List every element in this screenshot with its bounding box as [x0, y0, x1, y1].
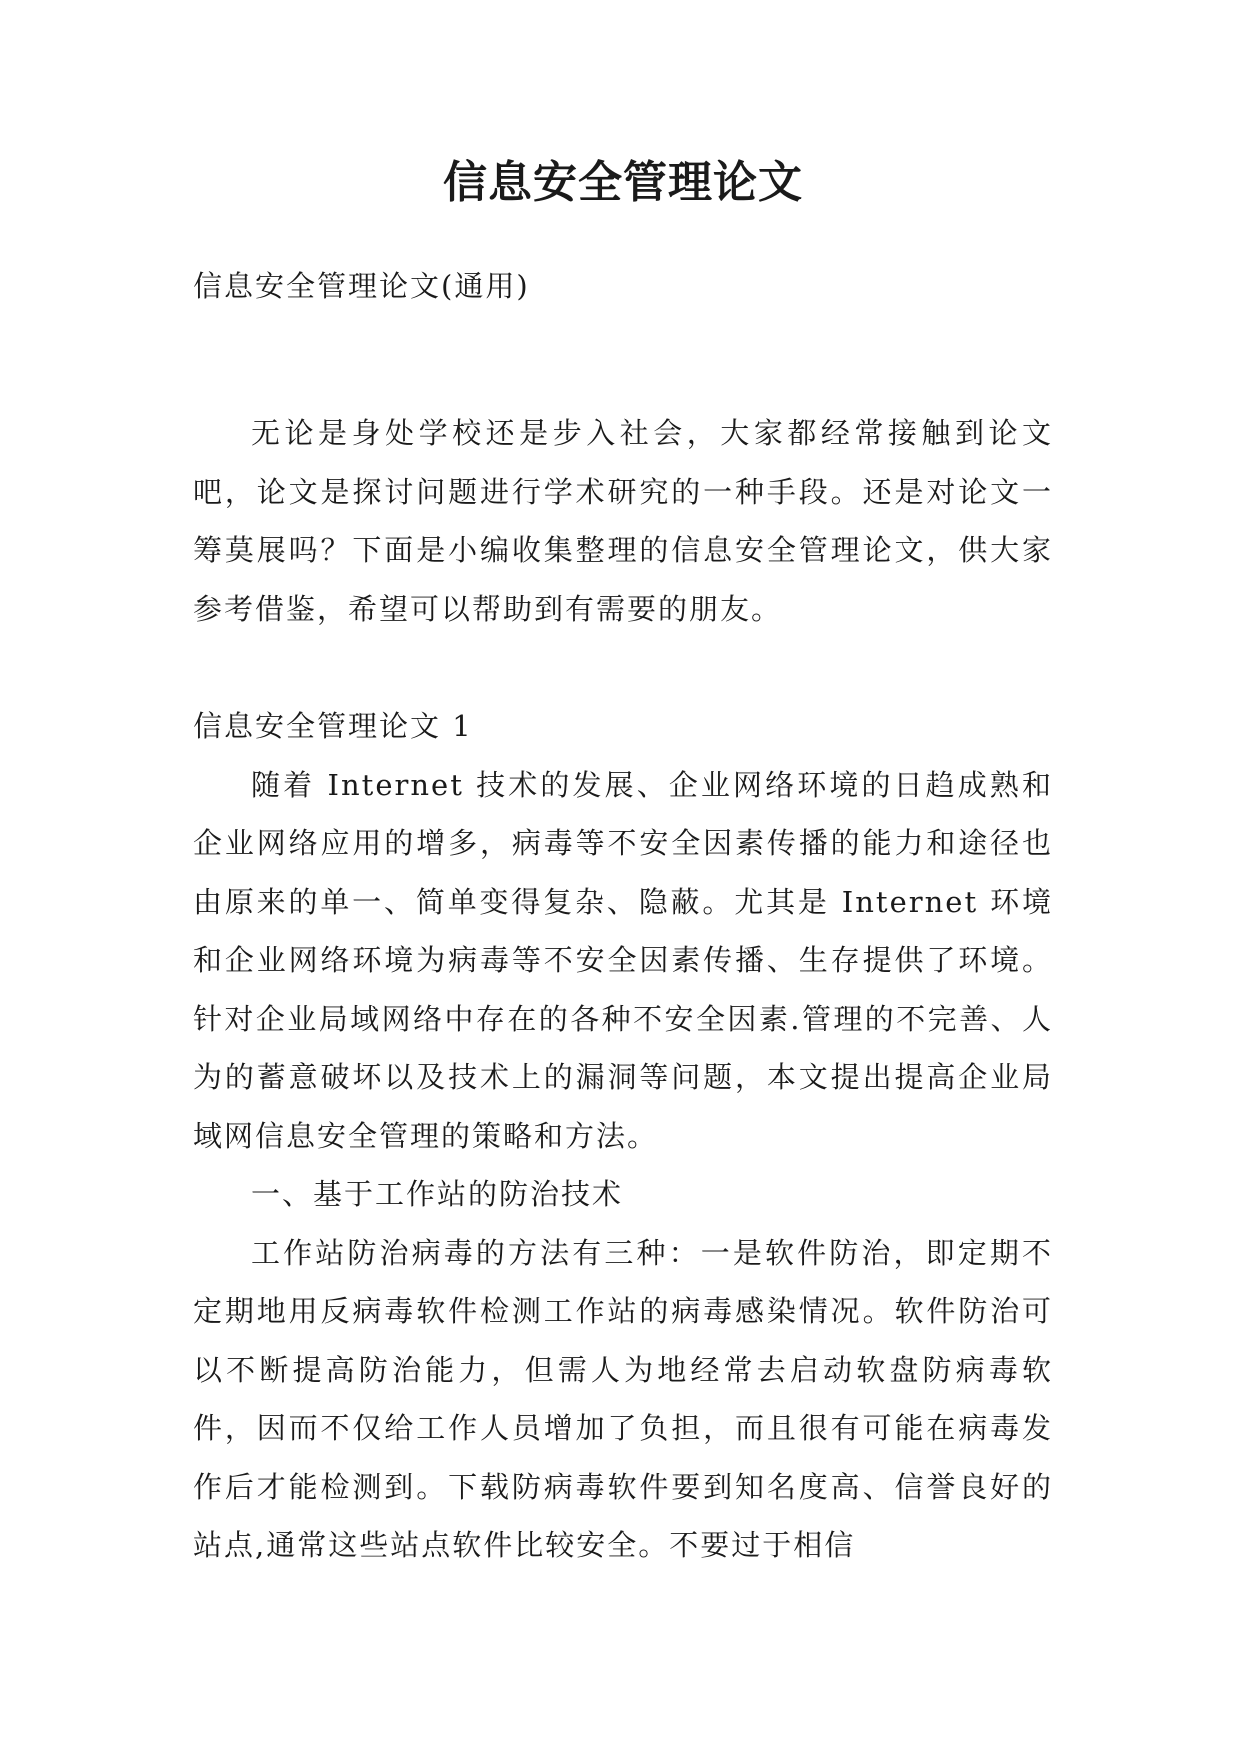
subsection-heading: 一、基于工作站的防治技术: [251, 1177, 624, 1211]
document-title: 信息安全管理论文: [443, 157, 803, 208]
section-1: [193, 697, 1053, 1575]
intro-paragraph: 无论是身处学校还是步入社会，大家都经常接触到论文吧，论文是探讨问题进行学术研究的一种手段。还是对论文一筹莫展吗？下面是小编收集整理的信息安全管理论文，供大家参考借鉴，希望可以帮助到有需要的朋友。: [193, 416, 1053, 626]
section-heading: 信息安全管理论文 1: [193, 709, 473, 743]
body-paragraph: 随着 Internet 技术的发展、企业网络环境的日趋成熟和企业网络应用的增多，病毒等不安全因素传播的能力和途径也由原来的单一、简单变得复杂、隐蔽。尤其是 Internet 环境和企业网络环境为病毒等不安全因素传播、生存提供了环境。针对企业局域网络中存在的各种不安全因素.管理的不完善、人为的蓄意破坏以及技术上的漏洞等问题，本文提出提高企业局域网信息安全管理的策略和方法。: [193, 767, 1053, 1153]
document-subtitle: 信息安全管理论文(通用): [193, 269, 530, 303]
body-paragraph: 工作站防治病毒的方法有三种：一是软件防治，即定期不定期地用反病毒软件检测工作站的病毒感染情况。软件防治可以不断提高防治能力，但需人为地经常去启动软盘防病毒软件，因而不仅给工作人员增加了负担，而且很有可能在病毒发作后才能检测到。下载防病毒软件要到知名度高、信誉良好的站点,通常这些站点软件比较安全。不要过于相信: [193, 1235, 1053, 1562]
